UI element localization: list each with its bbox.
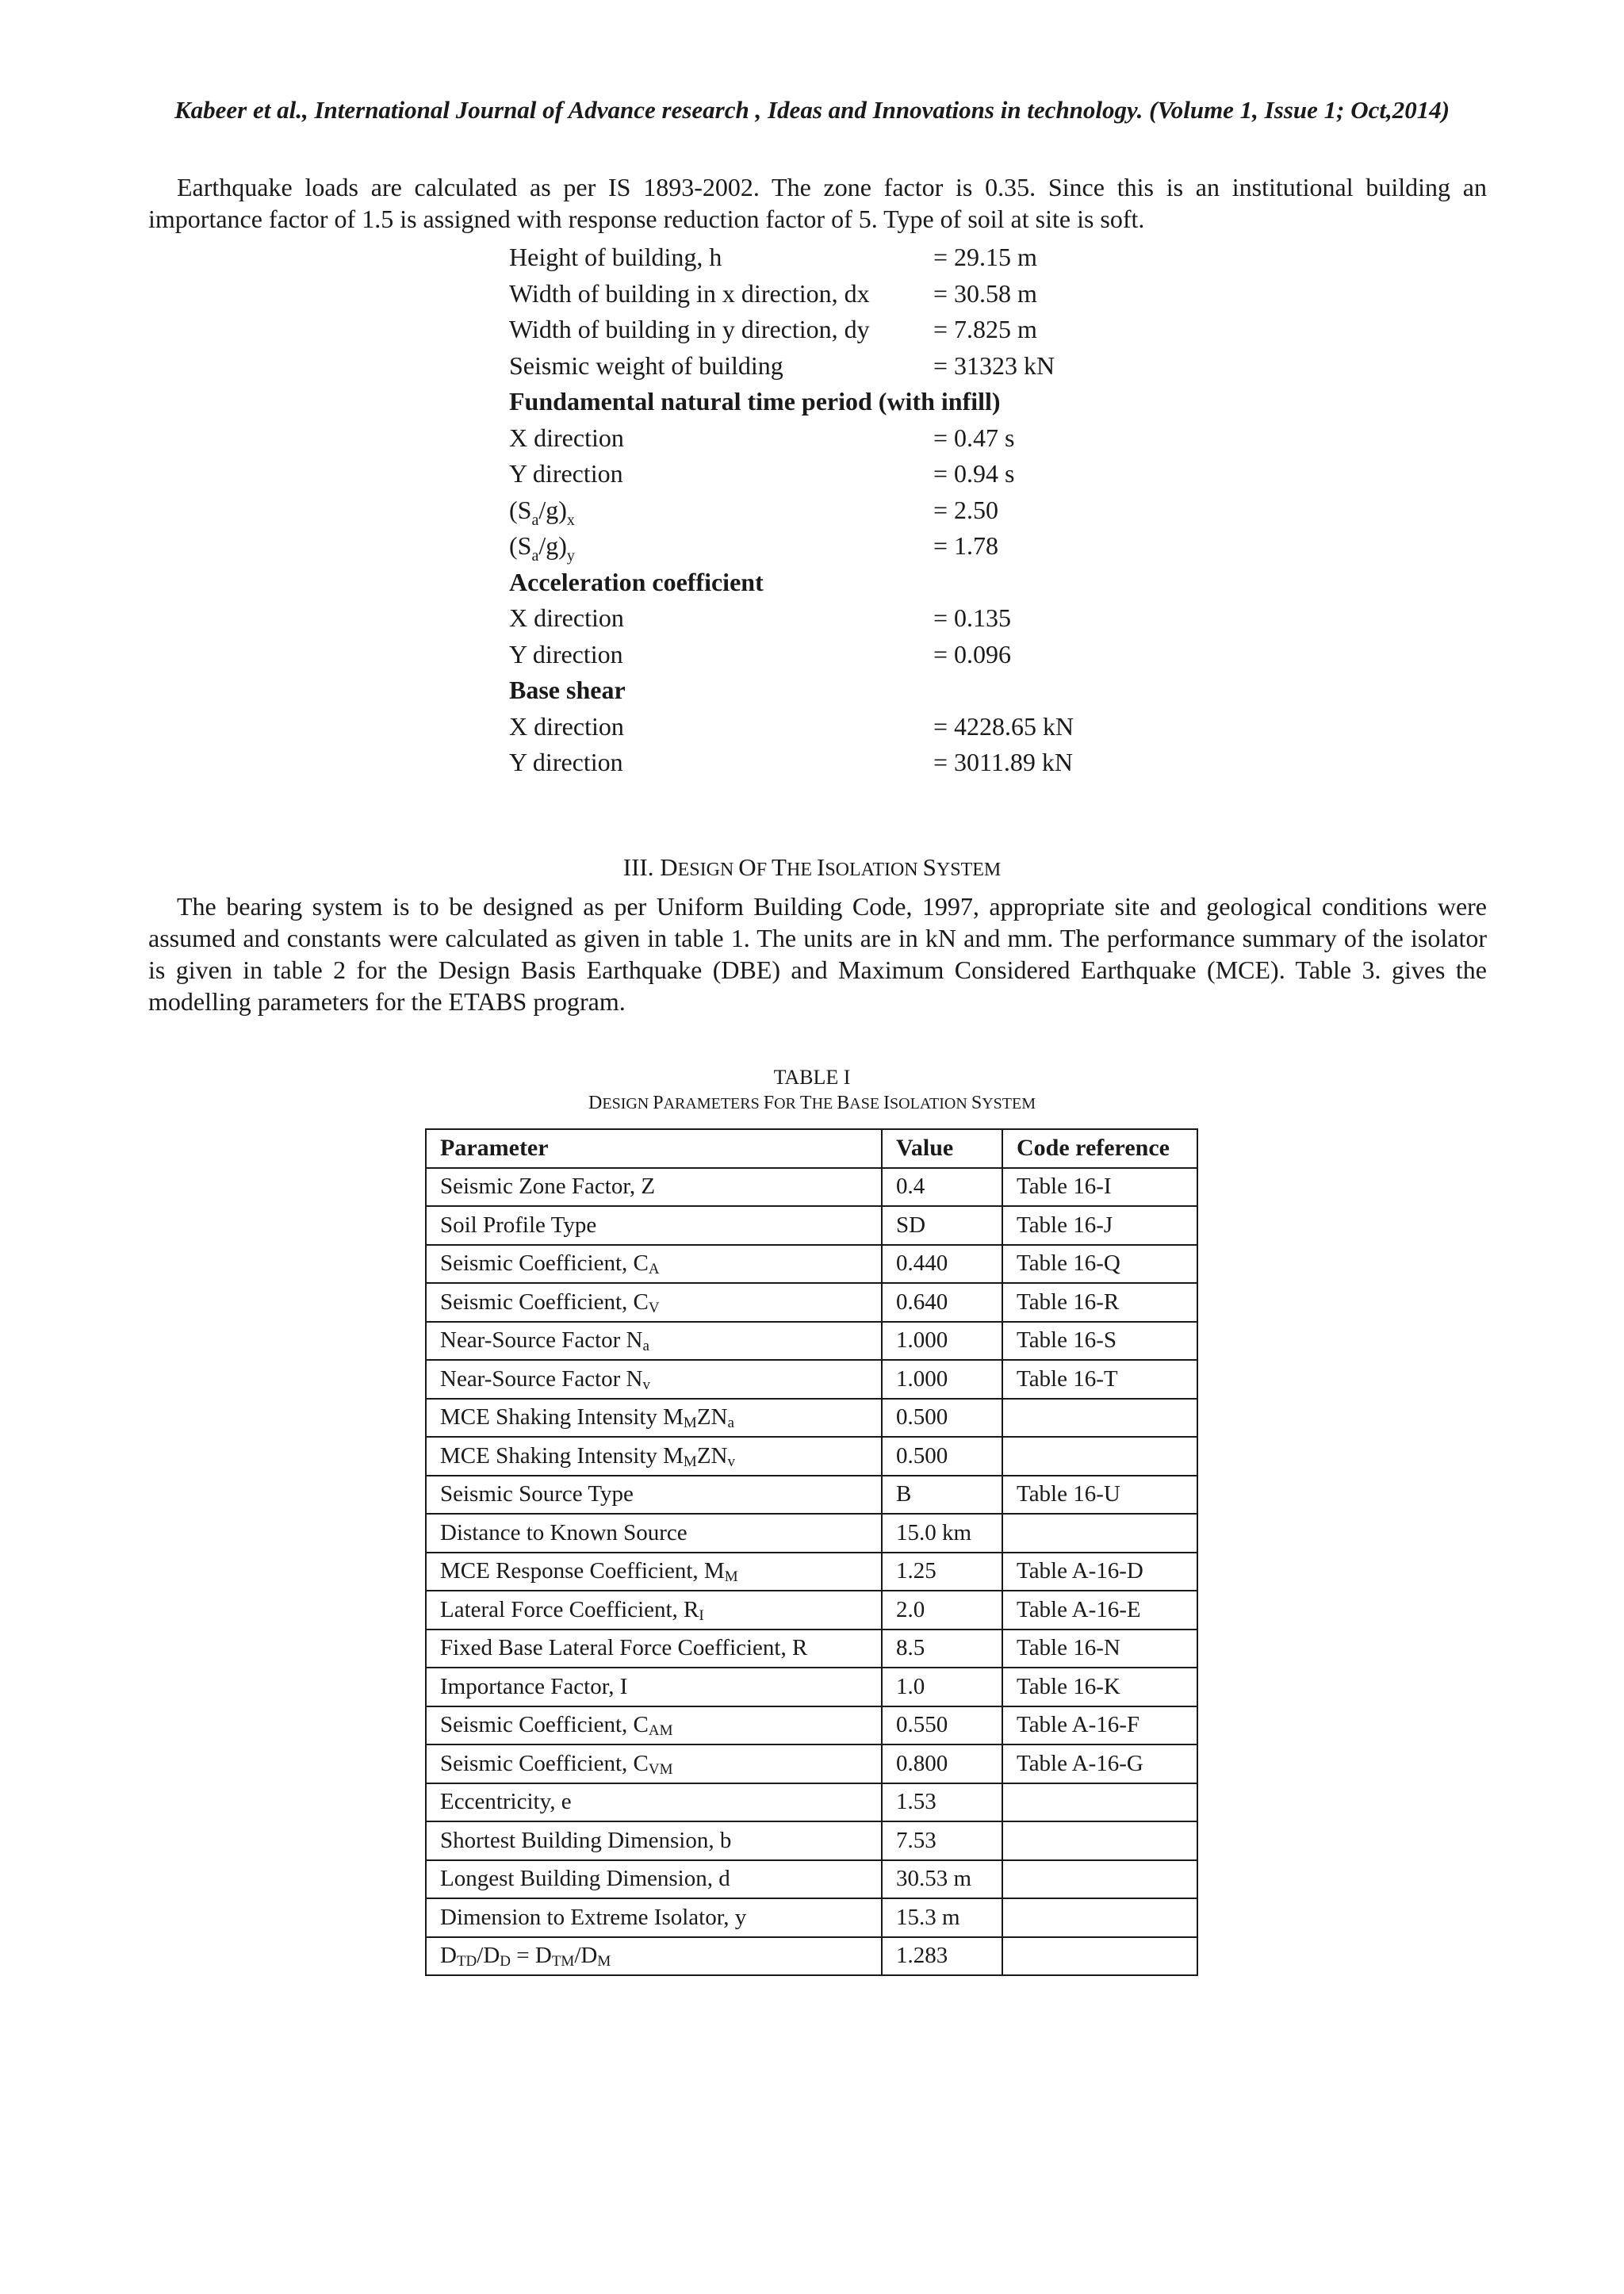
section-title-part: I — [816, 853, 825, 881]
cell-code-reference: Table 16-T — [1002, 1360, 1197, 1399]
cell-parameter — [426, 1783, 882, 1822]
cell-value: 0.550 — [882, 1706, 1002, 1745]
cell-value: 1.000 — [882, 1360, 1002, 1399]
section-title-part: O — [738, 853, 756, 881]
cell-parameter — [426, 1283, 882, 1322]
caption-part: ESIGN — [602, 1095, 653, 1113]
calc-label: X direction — [509, 603, 624, 632]
calc-label: Y direction — [509, 459, 623, 488]
cell-code-reference — [1002, 1898, 1197, 1937]
cell-parameter — [426, 1399, 882, 1438]
cell-value: 2.0 — [882, 1591, 1002, 1630]
calc-value: = 1.78 — [933, 531, 999, 560]
caption-part: OR — [774, 1095, 800, 1113]
parameter-subscript: M — [597, 1953, 611, 1970]
cell-code-reference: Table 16-Q — [1002, 1245, 1197, 1284]
table-row — [426, 1706, 1197, 1745]
parameter-text: Seismic Coefficient, C — [440, 1289, 649, 1315]
calc-value: = 4228.65 kN — [933, 711, 1074, 741]
cell-value: 1.53 — [882, 1783, 1002, 1822]
column-header-value: Value — [882, 1129, 1002, 1168]
cell-value: 15.0 km — [882, 1514, 1002, 1553]
table-title — [0, 1090, 1624, 1117]
section-number: III. — [622, 853, 661, 881]
cell-parameter — [426, 1706, 882, 1745]
parameter-subscript: AM — [648, 1722, 673, 1740]
parameter-text: /D — [477, 1943, 500, 1969]
cell-parameter — [426, 1322, 882, 1361]
cell-code-reference — [1002, 1399, 1197, 1438]
cell-code-reference: Table A-16-D — [1002, 1553, 1197, 1591]
parameter-subscript: a — [727, 1415, 734, 1432]
section-title-part: HE — [786, 860, 817, 880]
section-title-part: YSTEM — [936, 860, 1002, 880]
cell-code-reference: Table A-16-E — [1002, 1591, 1197, 1630]
parameter-subscript: I — [699, 1607, 704, 1624]
parameter-subscript: M — [683, 1415, 697, 1432]
sag-text: /g) — [538, 495, 567, 524]
cell-code-reference: Table 16-J — [1002, 1206, 1197, 1245]
table-row — [426, 1937, 1197, 1976]
table-row — [426, 1898, 1197, 1937]
table-caption — [0, 1064, 1624, 1117]
page-header: Kabeer et al., International Journal of Advance research , Ideas and Innovations in technology. (Volume 1, Issue 1; Oct,2014) — [174, 96, 1450, 124]
table-row — [426, 1168, 1197, 1207]
calc-label — [509, 492, 575, 533]
cell-code-reference: Table 16-K — [1002, 1668, 1197, 1706]
parameter-text: D — [440, 1943, 457, 1969]
table-row — [426, 1283, 1197, 1322]
calc-value: = 0.096 — [933, 639, 1012, 668]
parameter-text: Eccentricity, e — [440, 1789, 572, 1815]
cell-parameter — [426, 1668, 882, 1706]
parameter-subscript: V — [648, 1299, 660, 1316]
cell-parameter — [426, 1591, 882, 1630]
cell-code-reference — [1002, 1514, 1197, 1553]
cell-parameter — [426, 1630, 882, 1668]
design-parameters-table — [425, 1128, 1198, 1976]
caption-part: T — [799, 1093, 812, 1113]
calc-label: Width of building in x direction, dx — [509, 278, 870, 308]
cell-code-reference: Table A-16-G — [1002, 1744, 1197, 1783]
table-row — [426, 1322, 1197, 1361]
caption-part: ASE — [849, 1095, 884, 1113]
cell-value: 0.4 — [882, 1168, 1002, 1207]
cell-value: 15.3 m — [882, 1898, 1002, 1937]
column-header-parameter: Parameter — [426, 1129, 882, 1168]
cell-code-reference: Table 16-S — [1002, 1322, 1197, 1361]
calc-value: = 30.58 m — [933, 278, 1037, 308]
caption-part: P — [653, 1093, 664, 1113]
parameter-subscript: A — [648, 1261, 660, 1278]
cell-code-reference — [1002, 1860, 1197, 1899]
parameter-text: Seismic Coefficient, C — [440, 1750, 649, 1776]
cell-value: SD — [882, 1206, 1002, 1245]
cell-parameter — [426, 1937, 882, 1976]
sag-subscript: a — [531, 511, 539, 529]
table-row — [426, 1514, 1197, 1553]
table-row — [426, 1360, 1197, 1399]
table-body — [426, 1168, 1197, 1976]
cell-value: 0.800 — [882, 1744, 1002, 1783]
cell-value: 1.25 — [882, 1553, 1002, 1591]
cell-code-reference — [1002, 1783, 1197, 1822]
calc-label: Y direction — [509, 748, 623, 776]
parameter-text: MCE Shaking Intensity M — [440, 1404, 684, 1430]
calc-label: X direction — [509, 423, 624, 452]
cell-value: 0.500 — [882, 1437, 1002, 1476]
parameter-text: Near-Source Factor N — [440, 1327, 643, 1354]
caption-part: F — [763, 1093, 775, 1113]
parameter-text: Soil Profile Type — [440, 1212, 597, 1238]
calc-value: = 3011.89 kN — [933, 748, 1073, 776]
parameter-subscript: VM — [648, 1760, 673, 1778]
parameter-text: ZN — [696, 1404, 728, 1430]
cell-code-reference: Table 16-N — [1002, 1630, 1197, 1668]
section-paragraph: The bearing system is to be designed as per Uniform Building Code, 1997, appropriate site and geological conditions were assumed and constants were calculated as given in table 1. The units are in kN and mm. The performance summary of the isolator is given in table 2 for the Design Basis Earthquake (DBE) and Maximum Considered Earthquake (MCE). Table 3. gives the modelling parameters for the ETABS program. — [148, 892, 1487, 1016]
table-row — [426, 1744, 1197, 1783]
table-row — [426, 1783, 1197, 1822]
section-title — [0, 853, 1624, 882]
sag-text: /g) — [538, 531, 567, 560]
section-title-part: SOLATION — [825, 860, 923, 880]
caption-part: HE — [811, 1095, 837, 1113]
caption-part: ARAMETERS — [663, 1095, 764, 1113]
table-row — [426, 1630, 1197, 1668]
calc-value: = 0.135 — [933, 603, 1012, 632]
cell-code-reference: Table A-16-F — [1002, 1706, 1197, 1745]
calc-value: = 29.15 m — [933, 243, 1037, 271]
cell-value: 0.500 — [882, 1399, 1002, 1438]
cell-parameter — [426, 1168, 882, 1207]
table-row — [426, 1206, 1197, 1245]
table-row — [426, 1476, 1197, 1515]
parameter-text: Shortest Building Dimension, b — [440, 1827, 732, 1853]
parameter-text: Importance Factor, I — [440, 1673, 628, 1699]
column-header-code-reference: Code reference — [1002, 1129, 1197, 1168]
parameter-text: = D — [511, 1943, 552, 1969]
parameter-text: Seismic Coefficient, C — [440, 1250, 649, 1277]
cell-value: B — [882, 1476, 1002, 1515]
cell-value: 1.0 — [882, 1668, 1002, 1706]
cell-value: 0.440 — [882, 1245, 1002, 1284]
calc-heading: Base shear — [509, 676, 626, 704]
section-title-part: D — [660, 853, 678, 881]
calc-value: = 7.825 m — [933, 315, 1037, 343]
parameter-text: Distance to Known Source — [440, 1519, 688, 1545]
parameter-subscript: TD — [456, 1953, 477, 1970]
table-row — [426, 1399, 1197, 1438]
parameter-subscript: v — [642, 1376, 650, 1393]
caption-part: S — [971, 1093, 982, 1113]
cell-value: 0.640 — [882, 1283, 1002, 1322]
parameter-text: ZN — [696, 1442, 728, 1469]
cell-value: 30.53 m — [882, 1860, 1002, 1899]
parameter-text: Lateral Force Coefficient, R — [440, 1596, 699, 1622]
parameter-text: Seismic Source Type — [440, 1481, 634, 1507]
parameter-subscript: D — [500, 1953, 511, 1970]
caption-part: D — [588, 1093, 603, 1113]
cell-parameter — [426, 1860, 882, 1899]
calc-label: X direction — [509, 711, 624, 741]
calc-label: Height of building, h — [509, 243, 722, 271]
caption-part: I — [883, 1093, 891, 1113]
cell-parameter — [426, 1744, 882, 1783]
parameter-text: Fixed Base Lateral Force Coefficient, R — [440, 1635, 808, 1661]
cell-parameter — [426, 1360, 882, 1399]
parameter-subscript: TM — [551, 1953, 575, 1970]
cell-parameter — [426, 1245, 882, 1284]
section-title-part: S — [922, 853, 936, 881]
cell-value: 1.283 — [882, 1937, 1002, 1976]
cell-code-reference: Table 16-U — [1002, 1476, 1197, 1515]
table-row — [426, 1553, 1197, 1591]
caption-part: B — [837, 1093, 850, 1113]
parameter-text: Longest Building Dimension, d — [440, 1866, 730, 1892]
sag-text: (S — [509, 495, 532, 524]
intro-paragraph: Earthquake loads are calculated as per IS 1893-2002. The zone factor is 0.35. Since this is an institutional building an importance factor of 1.5 is assigned with response reduction factor of 5. Type of soil at site is soft. — [148, 173, 1487, 233]
parameter-text: Near-Source Factor N — [440, 1365, 643, 1392]
cell-parameter — [426, 1476, 882, 1515]
section-title-part: ESIGN — [677, 860, 739, 880]
table-row — [426, 1437, 1197, 1476]
sag-text: (S — [509, 531, 532, 560]
calc-value: = 2.50 — [933, 495, 999, 524]
parameter-subscript: a — [642, 1338, 649, 1355]
cell-code-reference: Table 16-R — [1002, 1283, 1197, 1322]
cell-code-reference — [1002, 1821, 1197, 1860]
caption-part: SOLATION — [890, 1095, 971, 1113]
cell-value: 8.5 — [882, 1630, 1002, 1668]
parameter-text: MCE Response Coefficient, M — [440, 1558, 725, 1584]
parameter-text: /D — [574, 1943, 598, 1969]
calc-value: = 0.94 s — [933, 459, 1015, 488]
cell-parameter — [426, 1437, 882, 1476]
parameter-subscript: M — [724, 1568, 738, 1586]
sag-direction-subscript: y — [566, 547, 575, 565]
table-row — [426, 1245, 1197, 1284]
caption-part: YSTEM — [982, 1095, 1036, 1113]
calc-label: Seismic weight of building — [509, 350, 783, 380]
cell-parameter — [426, 1206, 882, 1245]
parameter-subscript: v — [727, 1453, 735, 1470]
section-title-part: T — [772, 853, 787, 881]
calc-label: Width of building in y direction, dy — [509, 315, 870, 343]
parameter-text: MCE Shaking Intensity M — [440, 1442, 684, 1469]
calc-heading: Acceleration coefficient — [509, 567, 764, 596]
cell-parameter — [426, 1898, 882, 1937]
parameter-text: Dimension to Extreme Isolator, y — [440, 1904, 747, 1930]
cell-code-reference — [1002, 1437, 1197, 1476]
sag-subscript: a — [531, 547, 539, 565]
calc-label — [509, 528, 575, 569]
cell-code-reference: Table 16-I — [1002, 1168, 1197, 1207]
section-title-part: F — [756, 860, 772, 880]
cell-parameter — [426, 1553, 882, 1591]
calc-label: Y direction — [509, 639, 623, 668]
table-header-row — [426, 1129, 1197, 1168]
cell-value: 7.53 — [882, 1821, 1002, 1860]
table-row — [426, 1860, 1197, 1899]
calc-value: = 0.47 s — [933, 423, 1015, 452]
sag-direction-subscript: x — [566, 511, 575, 529]
parameter-text: Seismic Coefficient, C — [440, 1712, 649, 1738]
parameter-text: Seismic Zone Factor, Z — [440, 1174, 656, 1200]
table-row — [426, 1591, 1197, 1630]
table-row — [426, 1821, 1197, 1860]
calc-value: = 31323 kN — [933, 350, 1055, 380]
cell-code-reference — [1002, 1937, 1197, 1976]
cell-parameter — [426, 1821, 882, 1860]
cell-value: 1.000 — [882, 1322, 1002, 1361]
cell-parameter — [426, 1514, 882, 1553]
parameter-subscript: M — [683, 1453, 697, 1470]
table-label: TABLE I — [773, 1066, 851, 1089]
table-row — [426, 1668, 1197, 1706]
calc-heading: Fundamental natural time period (with infill) — [509, 387, 1001, 416]
